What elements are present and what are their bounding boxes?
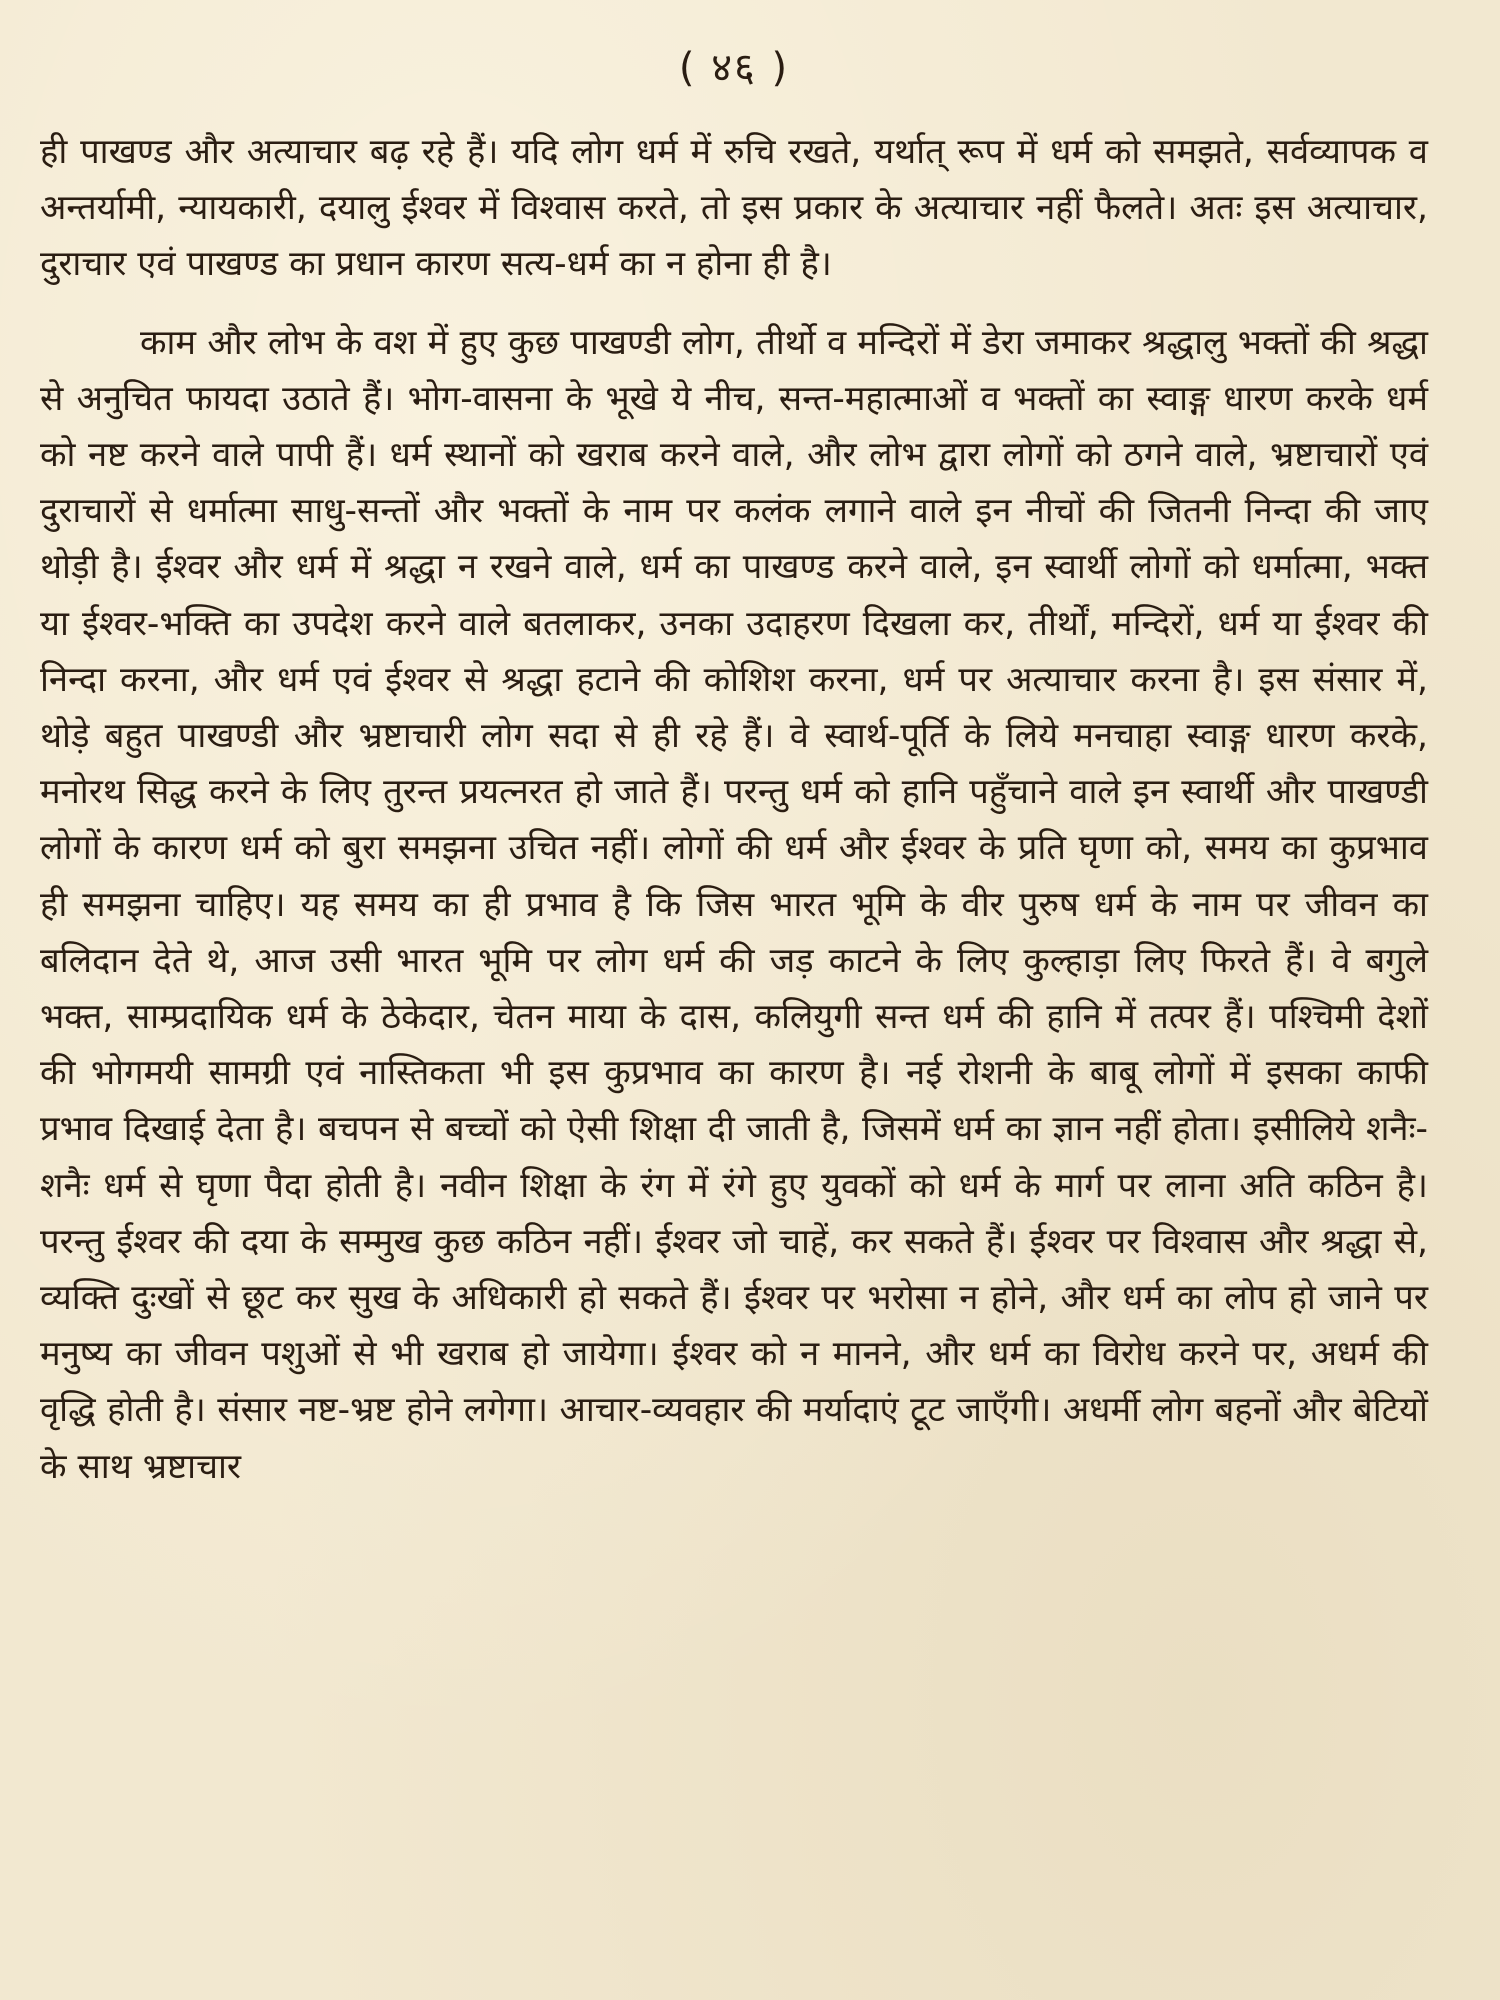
page-number: ( ४६ ) (678, 45, 790, 91)
paragraph-2: काम और लोभ के वश में हुए कुछ पाखण्डी लोग, तीर्थो व मन्दिरों में डेरा जमाकर श्रद्धालु भक्तों की श्रद्धा से अनुचित फायदा उठाते हैं। भोग-वासना के भूखे ये नीच, सन्त-महात्माओं व भक्तों का स्वाङ्ग धारण करके धर्म को नष्ट करने वाले पापी हैं। धर्म स्थानों को खराब करने वाले, और लोभ द्वारा लोगों को ठगने वाले, भ्रष्टाचारों एवं दुराचारों से धर्मात्मा साधु-सन्तों और भक्तों के नाम पर कलंक लगाने वाले इन नीचों की जितनी निन्दा की जाए थोड़ी है। ईश्वर और धर्म में श्रद्धा न रखने वाले, धर्म का पाखण्ड करने वाले, इन स्वार्थी लोगों को धर्मात्मा, भक्त या ईश्वर-भक्ति का उपदेश करने वाले बतलाकर, उनका उदाहरण दिखला कर, तीर्थों, मन्दिरों, धर्म या ईश्वर की निन्दा करना, और धर्म एवं ईश्वर से श्रद्धा हटाने की कोशिश करना, धर्म पर अत्याचार करना है। इस संसार में, थोड़े बहुत पाखण्डी और भ्रष्टाचारी लोग सदा से ही रहे हैं। वे स्वार्थ-पूर्ति के लिये मनचाहा स्वाङ्ग धारण करके, मनोरथ सिद्ध करने के लिए तुरन्त प्रयत्नरत हो जाते हैं। परन्तु धर्म को हानि पहुँचाने वाले इन स्वार्थी और पाखण्डी लोगों के कारण धर्म को बुरा समझना उचित नहीं। लोगों की धर्म और ईश्वर के प्रति घृणा को, समय का कुप्रभाव ही समझना चाहिए। यह समय का ही प्रभाव है कि जिस भारत भूमि के वीर पुरुष धर्म के नाम पर जीवन का बलिदान देते थे, आज उसी भारत भूमि पर लोग धर्म की जड़ काटने के लिए कुल्हाड़ा लिए फिरते हैं। वे बगुले भक्त, साम्प्रदायिक धर्म के ठेकेदार, चेतन माया के दास, कलियुगी सन्त धर्म की हानि में तत्पर हैं। पश्चिमी देशों की भोगमयी सामग्री एवं नास्तिकता भी इस कुप्रभाव का कारण है। नई रोशनी के बाबू लोगों में इसका काफी प्रभाव दिखाई देता है। बचपन से बच्चों को ऐसी शिक्षा दी जाती है, जिसमें धर्म का ज्ञान नहीं होता। इसीलिये शनैः-शनैः धर्म से घृणा पैदा होती है। नवीन शिक्षा के रंग में रंगे हुए युवकों को धर्म के मार्ग पर लाना अति कठिन है। परन्तु ईश्वर की दया के सम्मुख कुछ कठिन नहीं। ईश्वर जो चाहें, कर सकते हैं। ईश्वर पर विश्वास और श्रद्धा से, व्यक्ति दुःखों से छूट कर सुख के अधिकारी हो सकते हैं। ईश्वर पर भरोसा न होने, और धर्म का लोप हो जाने पर मनुष्य का जीवन पशुओं से भी खराब हो जायेगा। ईश्वर को न मानने, और धर्म का विरोध करने पर, अधर्म की वृद्धि होती है। संसार नष्ट-भ्रष्ट होने लगेगा। आचार-व्यवहार की मर्यादाएं टूट जाएँगी। अधर्मी लोग बहनों और बेटियों के साथ भ्रष्टाचार (40, 322, 1428, 1487)
paragraph-1: ही पाखण्ड और अत्याचार बढ़ रहे हैं। यदि लोग धर्म में रुचि रखते, यर्थात् रूप में धर्म को समझते, सर्वव्यापक व अन्तर्यामी, न्यायकारी, दयालु ईश्वर में विश्वास करते, तो इस प्रकार के अत्याचार नहीं फैलते। अतः इस अत्याचार, दुराचार एवं पाखण्ड का प्रधान कारण सत्य-धर्म का न होना ही है। (40, 132, 1428, 285)
